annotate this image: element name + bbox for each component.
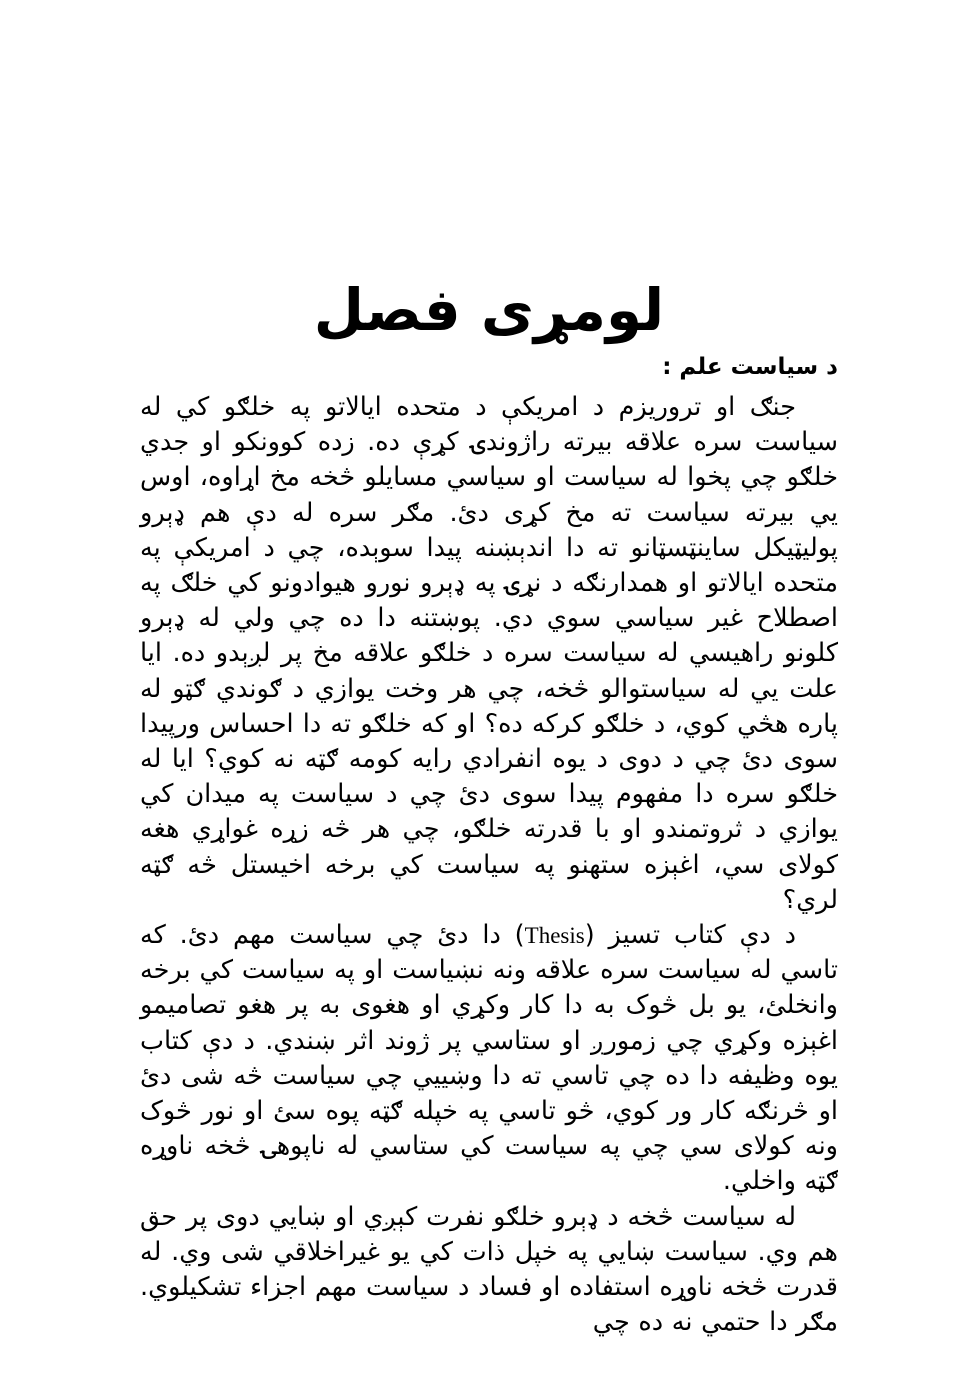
paragraph-2-text-after-term: ) دا دئ چي سياست مهم دئ. که تاسي له سياست سره علاقه ونه نښياست او په سياست کي برخه وانخلئ، يو بل څوک به دا کار وکړي او هغوی به پر هغو تصاميمو اغېزه وکړي چي زمورږ او ستاسي پر ژوند اثر ښندي. د دې کتاب يوه وظيفه دا ده چي تاسي ته دا وښييي چي سياست څه شی دئ او څرنګه کار ور کوي، څو تاسي په خپله ګټه پوه سئ او نور څوک ونه کولای سي چي په سياست کي ستاسي له ناپوهۍ څخه ناوړه ګټه واخلي. [140,920,838,1197]
page-title: لومړی فصل [313,275,665,344]
paragraph-2 [140,918,838,1200]
body-content [140,352,838,1340]
section-heading: د سياست علم : [662,354,838,380]
paragraph-3: له سياست څخه د ډېرو خلګو نفرت کېږي او ښايي دوی پر حق هم وي. سياست ښايي په خپل ذات کي يو غيراخلاقي شی وي. له قدرت څخه ناوړه استفاده او فساد د سياست مهم اجزاء تشکيلوي. مګر دا حتمي نه ده چي [140,1201,838,1338]
paragraph-1: جنګ او تروريزم د امريکې د متحده ايالاتو په خلګو کي له سياست سره علاقه بيرته راژوندۍ کړې ده. زده کوونکو او جدي خلګو چي پخوا له سياست او سياسي مسايلو څخه مخ اړاوه، اوس يي بيرته سياست ته مخ کړی دئ. مګر سره له دې هم ډېرو پوليټيکل ساينټسټانو ته دا اندېښنه پيدا سوېده، چي د امريکې په متحده ايالاتو او همدارنګه د نړۍ په ډېرو نورو هيوادونو کي خلګ په اصطلاح غير سياسي سوي دي. پوښتنه دا ده چي ولي له ډېرو کلونو راهيسي له سياست سره د خلګو علاقه مخ پر لږېدو ده. ايا علت يي له سياستوالو څخه، چي هر وخت يوازي د ګوندي ګټو له پاره هڅي کوي، د خلګو کرکه ده؟ او که خلګو ته دا احساس ورپيدا سوی دئ چي د دوی د يوه انفرادي رايه کومه ګټه نه کوي؟ ايا له خلګو سره دا مفهوم پيدا سوی دئ چي د سياست په ميدان کي يوازي د ثروتمندو او با قدرته خلګو، چي هر څه زړه غواړي هغه کولای سي، اغېزه ستهنو په سياست کي برخه اخيستل څه ګټه لري؟ [140,392,838,915]
latin-term-thesis: Thesis [524,923,585,949]
paragraph-2-text-before-term: د دې کتاب تسيز ( [584,920,797,951]
